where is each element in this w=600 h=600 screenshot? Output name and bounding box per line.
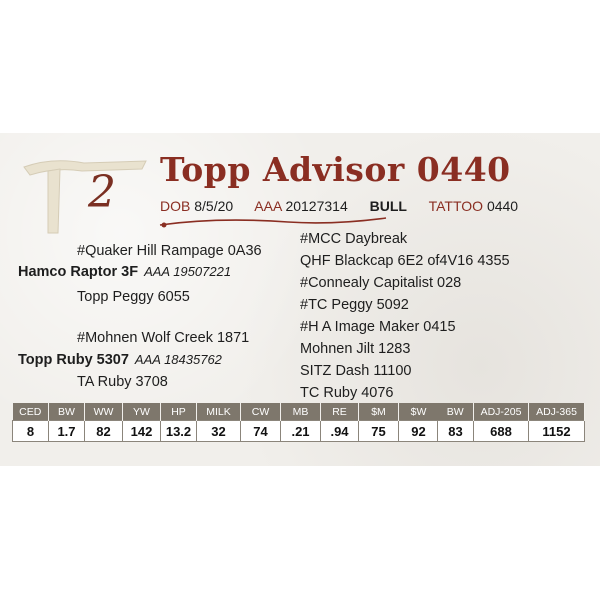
epd-header-row [13,403,439,421]
epd-value-cell: 1.7 [49,421,85,442]
adjusted-value-cell: 688 [474,421,529,442]
epd-header-cell: YW [123,403,161,421]
extended-pedigree-item: TC Ruby 4076 [300,385,394,401]
epd-value-row [13,421,439,442]
epd-value-cell: 82 [85,421,123,442]
epd-header-cell: $W [399,403,439,421]
extended-pedigree-item: SITZ Dash 11100 [300,363,412,379]
sire-sire: #Quaker Hill Rampage 0A36 [77,243,262,259]
adjusted-header-cell: ADJ-365 [529,403,585,421]
extended-pedigree-item: #Connealy Capitalist 028 [300,275,462,291]
epd-value-cell: 142 [123,421,161,442]
brand-t-icon [22,155,152,235]
epd-value-cell: .21 [281,421,321,442]
sire [18,265,231,280]
extended-pedigree-item: #MCC Daybreak [300,231,408,247]
lot-number: 2 [88,167,116,218]
epd-header-cell: WW [85,403,123,421]
epd-value-cell: 92 [399,421,439,442]
adjusted-header-cell: ADJ-205 [474,403,529,421]
epd-value-cell: 74 [241,421,281,442]
lot-card [0,133,600,466]
dob-value: 8/5/20 [194,198,234,214]
tattoo-value: 0440 [486,198,519,214]
epd-header-cell: CED [13,403,49,421]
tattoo-label: TATTOO [428,198,484,214]
extended-pedigree-item: Mohnen Jilt 1283 [300,341,411,357]
dam [18,353,222,368]
epd-header-cell: BW [49,403,85,421]
aaa-value: 20127314 [285,198,348,214]
sire-name: Hamco Raptor 3F [18,264,139,280]
epd-header-cell: CW [241,403,281,421]
epd-value-cell: 32 [197,421,241,442]
epd-value-cell: .94 [321,421,359,442]
adjusted-value-row [438,421,585,442]
adjusted-header-cell: BW [438,403,474,421]
decorative-flourish-icon [158,215,390,229]
adjusted-header-row [438,403,585,421]
extended-pedigree-item: #H A Image Maker 0415 [300,319,456,335]
epd-table [12,403,439,442]
adjusted-value-cell: 83 [438,421,474,442]
epd-value-cell: 75 [359,421,399,442]
animal-name: Topp Advisor 0440 [160,150,511,189]
adjusted-value-cell: 1152 [529,421,585,442]
epd-value-cell: 8 [13,421,49,442]
dam-dam: TA Ruby 3708 [77,374,168,390]
animal-info-row [160,199,536,213]
sire-dam: Topp Peggy 6055 [77,289,190,305]
adjusted-weights-table [437,403,585,442]
epd-header-cell: MB [281,403,321,421]
epd-value-cell: 13.2 [161,421,197,442]
epd-header-cell: $M [359,403,399,421]
dam-registration: AAA 18435762 [134,352,222,367]
sex-value: BULL [369,198,407,214]
dob-label: DOB [160,198,191,214]
extended-pedigree-item: QHF Blackcap 6E2 of4V16 4355 [300,253,510,269]
epd-header-cell: RE [321,403,359,421]
dam-sire: #Mohnen Wolf Creek 1871 [77,330,250,346]
dam-name: Topp Ruby 5307 [18,352,129,368]
extended-pedigree-item: #TC Peggy 5092 [300,297,409,313]
sire-registration: AAA 19507221 [144,264,232,279]
epd-header-cell: HP [161,403,197,421]
epd-header-cell: MILK [197,403,241,421]
aaa-label: AAA [254,198,282,214]
